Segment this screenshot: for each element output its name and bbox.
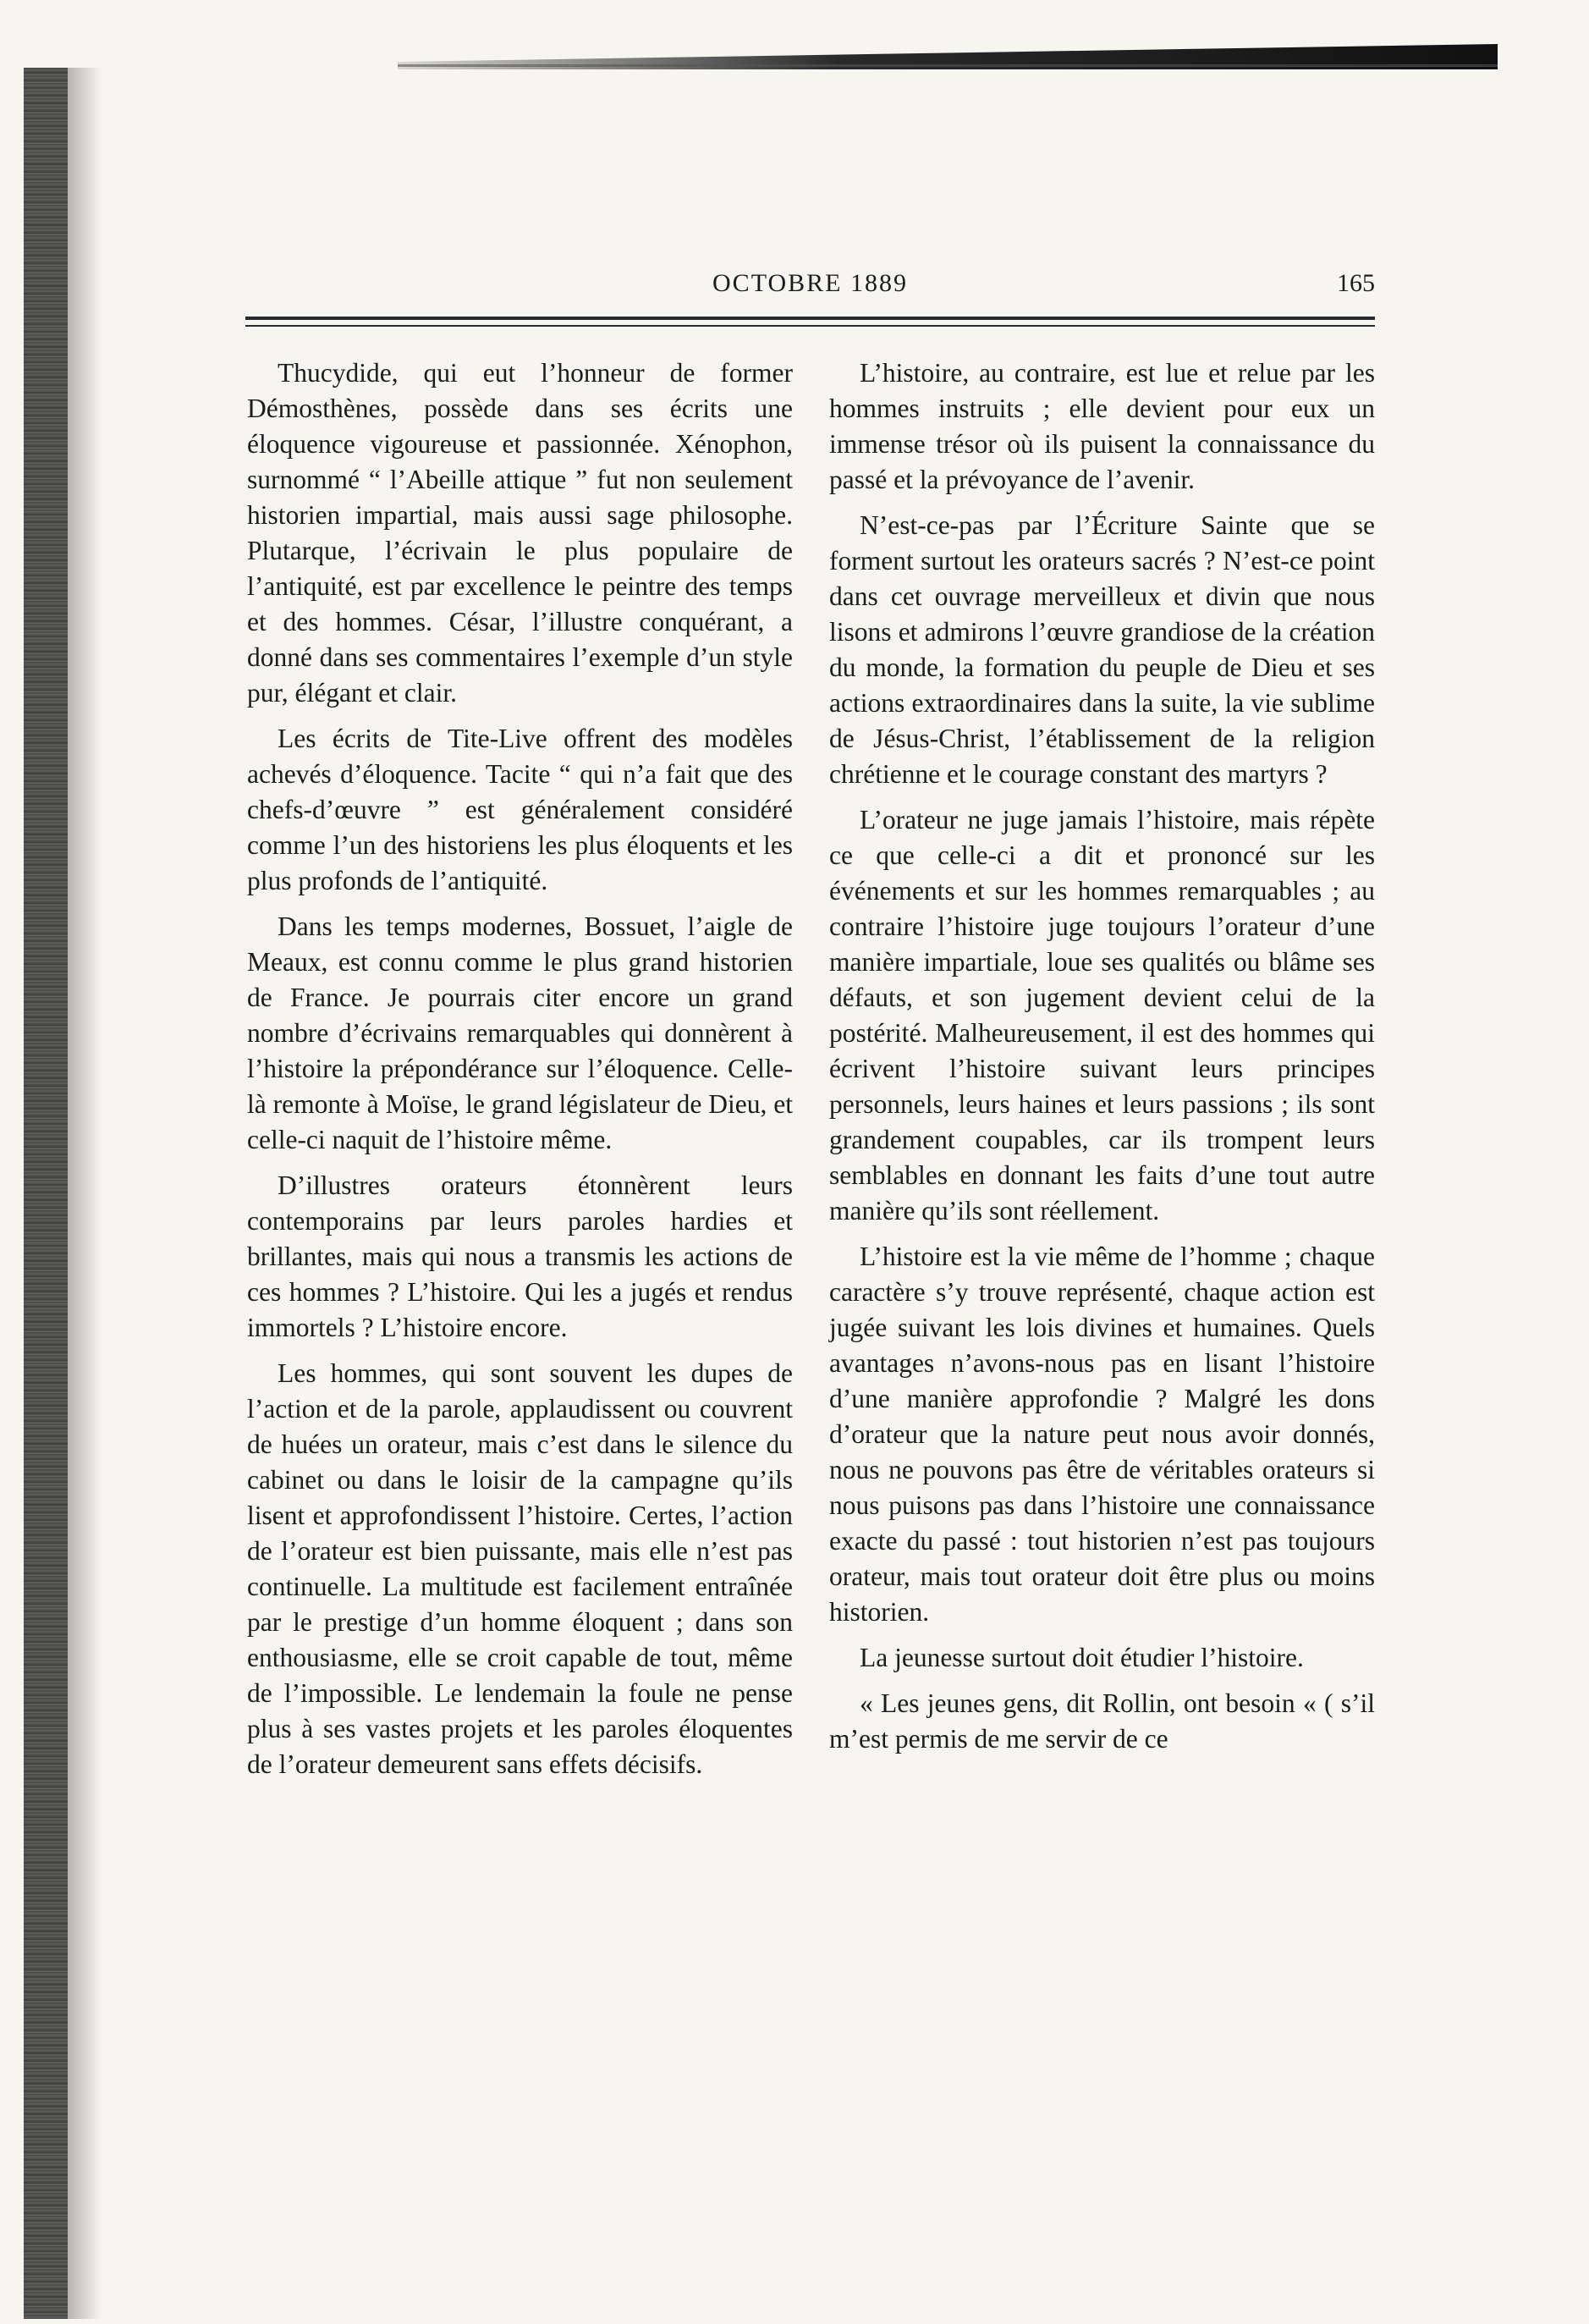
header-rule-thick [245, 317, 1375, 320]
running-title: OCTOBRE 1889 [712, 269, 908, 297]
paragraph: N’est-ce-pas par l’Écriture Sainte que se forment surtout les orateurs sacrés ? N’est-ce point dans cet ouvrage merveilleux et divin que nous lisons et admirons l’œuvre grandiose de la création du monde, la formation du peuple de Dieu et ses actions extraordinaires dans la suite, la vie sublime de Jésus-Christ, l’établissement de la religion chrétienne et le courage constant des martyrs ? [829, 510, 1375, 789]
paragraph: Thucydide, qui eut l’honneur de former Démosthènes, possède dans ses écrits une éloquence vigoureuse et passionnée. Xénophon, surnommé “ l’Abeille attique ” fut non seulement historien impartial, mais aussi sage philosophe. Plutarque, l’écrivain le plus populaire de l’antiquité, est par excellence le peintre des temps et des hommes. César, l’illustre conquérant, a donné dans ses commentaires l’exemple d’un style pur, élégant et clair. [247, 358, 793, 708]
binding-edge-fade [68, 68, 102, 2319]
paragraph: L’histoire est la vie même de l’homme ; chaque caractère s’y trouve représenté, chaque action est jugée suivant les lois divines et humaines. Quels avantages n’avons-nous pas en lisant l’histoire d’une manière approfondie ? Malgré les dons d’orateur que la nature peut nous avoir donnés, nous ne pouvons pas être de véritables orateurs si nous puisons pas dans l’histoire une connaissance exacte du passé : tout historien n’est pas toujours orateur, mais tout orateur doit être plus ou moins historien. [829, 1242, 1375, 1627]
paragraph: La jeunesse surtout doit étudier l’histoire. [860, 1643, 1304, 1672]
paragraph: L’orateur ne juge jamais l’histoire, mais répète ce que celle-ci a dit et prononcé sur les événements et sur les hommes remarquables ; au contraire l’histoire juge toujours l’orateur d’une manière impartiale, loue ses qualités ou blâme ses défauts, et son jugement devient celui de la postérité. Malheureusement, il est des hommes qui écrivent l’histoire suivant leurs principes personnels, leurs haines et leurs passions ; ils sont grandement coupables, car ils trompent leurs semblables en donnant les faits d’une tout autre manière qu’ils sont réellement. [829, 805, 1375, 1225]
header-rule-thin [245, 325, 1375, 327]
paragraph: « Les jeunes gens, dit Rollin, ont besoin « ( s’il m’est permis de me servir de ce [829, 1688, 1375, 1754]
running-header [245, 269, 1375, 320]
scan-top-line [398, 64, 1498, 67]
paragraph: L’histoire, au contraire, est lue et relue par les hommes instruits ; elle devient pour eux un immense trésor où ils puisent la connaissance du passé et la prévoyance de l’avenir. [829, 358, 1375, 494]
binding-edge-shadow [24, 68, 68, 2319]
right-column [829, 355, 1375, 1767]
paragraph: D’illustres orateurs étonnèrent leurs contemporains par leurs paroles hardies et brillantes, mais qui nous a transmis les actions de ces hommes ? L’histoire. Qui les a jugés et rendus immortels ? L’histoire encore. [247, 1170, 793, 1342]
paragraph: Les écrits de Tite-Live offrent des modèles achevés d’éloquence. Tacite “ qui n’a fait que des chefs-d’œuvre ” est généralement considéré comme l’un des historiens les plus éloquents et les plus profonds de l’antiquité. [247, 724, 793, 895]
paragraph: Dans les temps modernes, Bossuet, l’aigle de Meaux, est connu comme le plus grand historien de France. Je pourrais citer encore un grand nombre d’écrivains remarquables qui donnèrent à l’histoire la prépondérance sur l’éloquence. Celle-là remonte à Moïse, le grand législateur de Dieu, et celle-ci naquit de l’histoire même. [247, 911, 793, 1154]
page-number: 165 [1337, 269, 1375, 297]
paragraph: Les hommes, qui sont souvent les dupes de l’action et de la parole, applaudissent ou couvrent de huées un orateur, mais c’est dans le silence du cabinet ou dans le loisir de la campagne qu’ils lisent et approfondissent l’histoire. Certes, l’action de l’orateur est bien puissante, mais elle n’est pas continuelle. La multitude est facilement entraînée par le prestige d’un homme éloquent ; dans son enthousiasme, elle se croit capable de tout, même de l’impossible. Le lendemain la foule ne pense plus à ses vastes projets et les paroles éloquentes de l’orateur demeurent sans effets décisifs. [247, 1358, 793, 1779]
left-column [247, 355, 793, 1793]
